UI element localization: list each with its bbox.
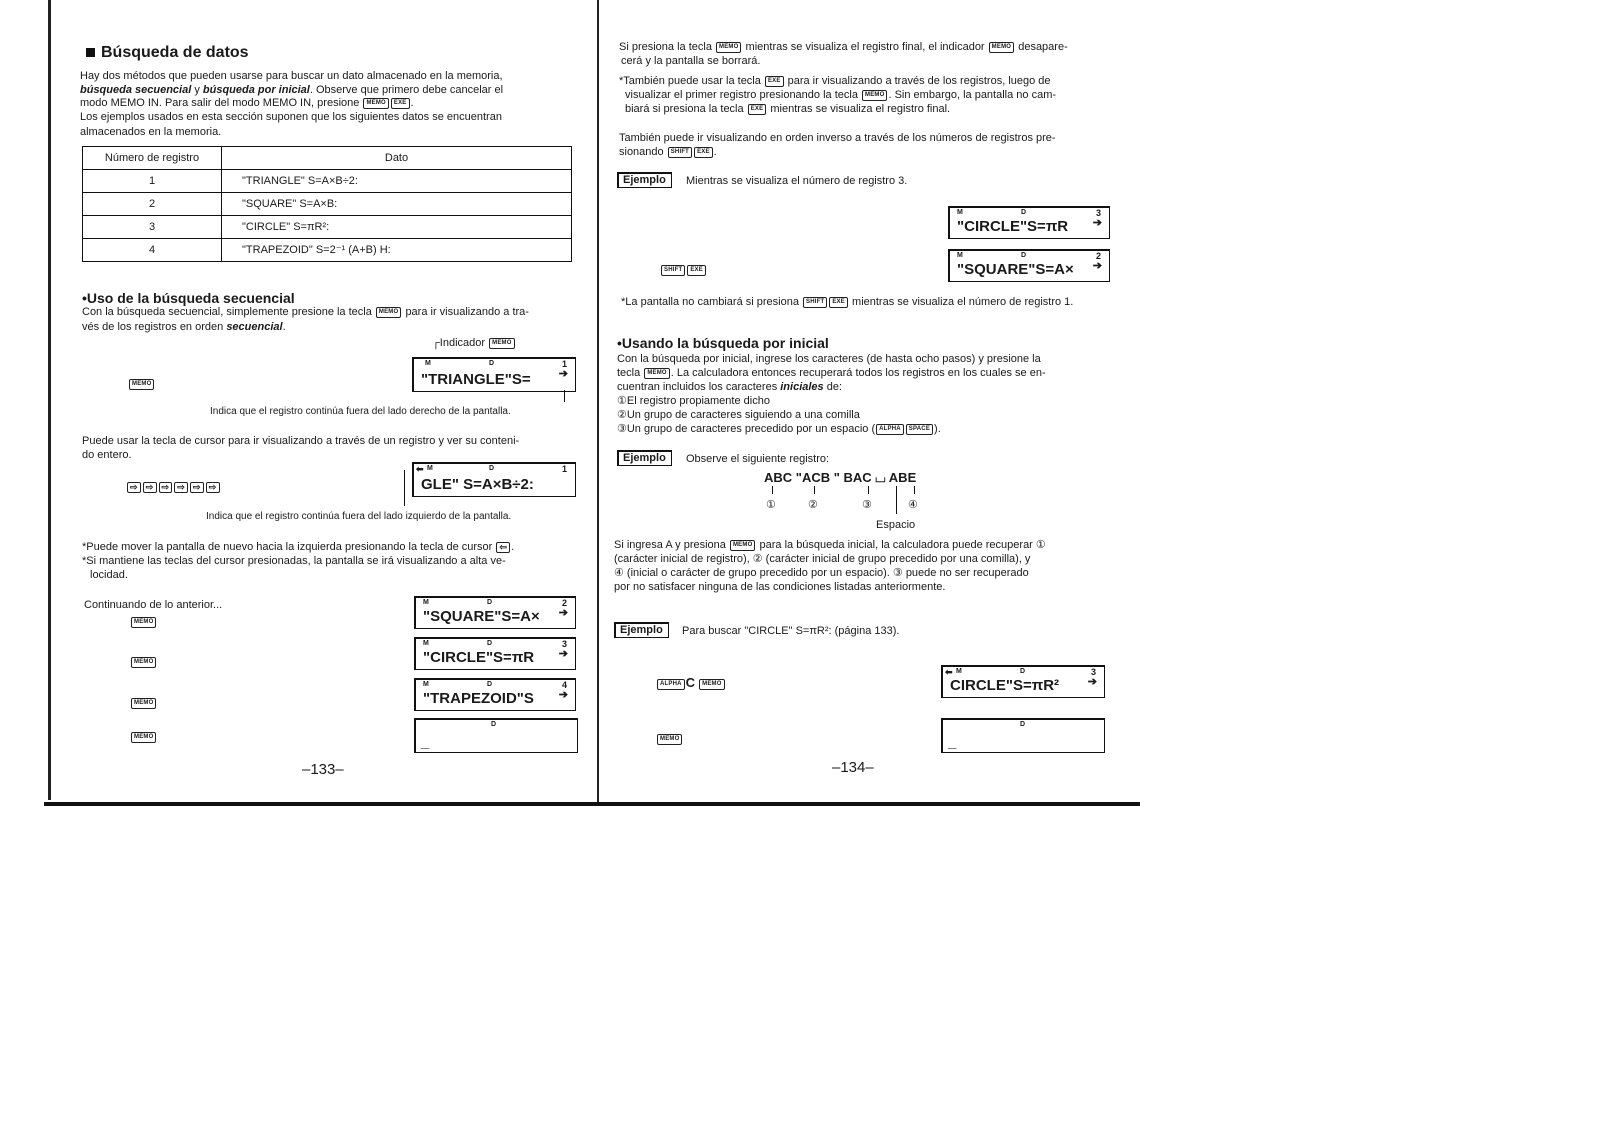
example-label: Ejemplo bbox=[614, 622, 669, 638]
right-line-2: cerá y la pantalla se borrará. bbox=[621, 55, 761, 67]
d-indicator: D bbox=[1020, 721, 1026, 728]
cursor-key-sequence bbox=[126, 480, 221, 494]
table-row bbox=[83, 216, 572, 239]
espacio-label: Espacio bbox=[876, 519, 916, 531]
table-row bbox=[83, 170, 572, 193]
header-record-number: Número de registro bbox=[83, 147, 222, 170]
lcd-text: "CIRCLE"S=πR bbox=[423, 649, 535, 666]
lcd-display-gle bbox=[412, 462, 576, 497]
memo-key: MEMO bbox=[131, 732, 156, 743]
lcd-display-square bbox=[948, 249, 1110, 282]
pointer-line bbox=[564, 390, 565, 402]
memo-indicator: M bbox=[423, 599, 429, 606]
exe-key: EXE bbox=[694, 147, 713, 158]
d-indicator: D bbox=[489, 465, 495, 472]
table-row bbox=[83, 239, 572, 262]
record-number-indicator: 3 bbox=[1095, 208, 1101, 218]
note-continues-right: Indica que el registro continúa fuera del lado derecho de la pantalla. bbox=[210, 406, 511, 417]
indicator-label: ┌Indicador MEMO bbox=[432, 336, 516, 350]
d-indicator: D bbox=[1020, 668, 1026, 675]
record-number-indicator: 4 bbox=[561, 680, 567, 690]
table-header-row bbox=[83, 147, 572, 170]
intro-line-5: almacenados en la memoria. bbox=[80, 126, 222, 138]
right-line-6: También puede ir visualizando en orden inverso a través de los números de registros pre- bbox=[619, 132, 1056, 144]
center-divider bbox=[597, 0, 599, 806]
space-marker-line bbox=[896, 486, 897, 514]
left-binding-edge bbox=[48, 0, 51, 800]
right-arrow-key: ⇨ bbox=[190, 482, 204, 493]
record-number-indicator: 3 bbox=[1090, 667, 1096, 677]
lcd-cursor: _ bbox=[421, 734, 430, 751]
right-line-3: *También puede usar la tecla EXE para ir visualizando a través de los registros, luego de bbox=[619, 75, 1051, 87]
cursor-line-2: do entero. bbox=[82, 449, 132, 461]
record-number: 4 bbox=[83, 239, 222, 262]
shift-key: SHIFT bbox=[668, 147, 692, 158]
lcd-display-empty bbox=[414, 718, 578, 753]
lcd-cursor: _ bbox=[948, 734, 957, 751]
tick-4 bbox=[914, 486, 915, 494]
example-3-text: Para buscar "CIRCLE" S=πR²: (página 133). bbox=[682, 625, 900, 637]
continuing-label: Continuando de lo anterior... bbox=[84, 599, 223, 611]
memo-key: MEMO bbox=[862, 90, 887, 101]
lcd-display-circle bbox=[414, 637, 576, 670]
memo-indicator: M bbox=[423, 681, 429, 688]
header-data: Dato bbox=[222, 147, 572, 170]
memo-key: MEMO bbox=[644, 368, 669, 379]
right-line-7: sionando SHIFT EXE . bbox=[619, 146, 717, 158]
right-line-5: biará si presiona la tecla EXE mientras se visualiza el registro final. bbox=[625, 103, 951, 115]
circled-2: ② bbox=[808, 499, 818, 511]
record-number: 2 bbox=[83, 193, 222, 216]
tick-3 bbox=[868, 486, 869, 494]
section-title: Búsqueda de datos bbox=[86, 44, 249, 62]
circled-1: ① bbox=[766, 499, 776, 511]
cursor-line-1: Puede usar la tecla de cursor para ir visualizando a través de un registro y ver su conteni- bbox=[82, 435, 520, 447]
memo-indicator: M bbox=[427, 465, 433, 472]
init-line-3: cuentran incluidos los caracteres iniciales de: bbox=[617, 381, 843, 393]
memo-key: MEMO bbox=[657, 734, 682, 745]
intro-line-2: búsqueda secuencial y búsqueda por inicial. Observe que primero debe cancelar el bbox=[80, 84, 504, 96]
d-indicator: D bbox=[1021, 252, 1027, 259]
shift-exe-key-sequence bbox=[660, 263, 707, 277]
memo-key: MEMO bbox=[131, 617, 156, 628]
record-number-indicator: 1 bbox=[561, 464, 567, 474]
continue-left-arrow-icon: ⬅ bbox=[416, 464, 424, 474]
intro-line-4: Los ejemplos usados en esta sección suponen que los siguientes datos se encuentran bbox=[80, 111, 502, 123]
exe-key: EXE bbox=[391, 98, 410, 109]
move-line-1: *Puede mover la pantalla de nuevo hacia la izquierda presionando la tecla de cursor ⇦ . bbox=[82, 541, 515, 553]
page-number: –133– bbox=[302, 761, 344, 778]
shift-key: SHIFT bbox=[661, 265, 685, 276]
bottom-edge bbox=[44, 802, 1140, 806]
right-line-1: Si presiona la tecla MEMO mientras se visualiza el registro final, el indicador MEMO desapare- bbox=[619, 41, 1068, 53]
alpha-c-memo-sequence bbox=[656, 676, 726, 691]
shift-key: SHIFT bbox=[803, 297, 827, 308]
note-continues-left: Indica que el registro continúa fuera del lado izquierdo de la pantalla. bbox=[206, 511, 512, 522]
memo-key: MEMO bbox=[129, 379, 154, 390]
example-2-text: Observe el siguiente registro: bbox=[686, 453, 830, 465]
square-bullet-icon bbox=[86, 48, 95, 57]
memo-key: MEMO bbox=[363, 98, 388, 109]
lcd-display-circle bbox=[948, 206, 1110, 239]
record-number-indicator: 2 bbox=[561, 598, 567, 608]
intro-line-1: Hay dos métodos que pueden usarse para buscar un dato almacenado en la memoria, bbox=[80, 70, 503, 82]
result-line-2: (carácter inicial de registro), ② (carácter inicial de grupo precedido por una comilla), y bbox=[614, 553, 1031, 565]
tick-1 bbox=[772, 486, 773, 494]
move-line-3: locidad. bbox=[90, 569, 128, 581]
d-indicator: D bbox=[487, 640, 493, 647]
record-example: ABC "ACB " BAC ⌴ ABE bbox=[764, 470, 917, 485]
memo-key: MEMO bbox=[489, 338, 514, 349]
record-number-indicator: 3 bbox=[561, 639, 567, 649]
exe-key: EXE bbox=[748, 104, 767, 115]
memo-indicator: M bbox=[423, 640, 429, 647]
lcd-display-square bbox=[414, 596, 576, 629]
lcd-text: "TRAPEZOID"S bbox=[423, 690, 534, 707]
memo-indicator: M bbox=[957, 209, 963, 216]
init-line-1: Con la búsqueda por inicial, ingrese los caracteres (de hasta ocho pasos) y presione la bbox=[617, 353, 1041, 365]
record-number-indicator: 2 bbox=[1095, 251, 1101, 261]
continue-right-arrow-icon: ➔ bbox=[558, 368, 568, 380]
lcd-text: CIRCLE"S=πR² bbox=[950, 677, 1060, 694]
right-arrow-key: ⇨ bbox=[127, 482, 141, 493]
right-line-4: visualizar el primer registro presionando la tecla MEMO . Sin embargo, la pantalla no cam- bbox=[625, 89, 1057, 101]
key-c: C bbox=[685, 675, 696, 690]
lcd-display-empty bbox=[941, 718, 1105, 753]
right-arrow-key: ⇨ bbox=[206, 482, 220, 493]
alpha-key: ALPHA bbox=[657, 679, 685, 690]
exe-key: EXE bbox=[687, 265, 706, 276]
init-line-2: tecla MEMO . La calculadora entonces recuperará todos los registros en los cuales se en- bbox=[617, 367, 1046, 379]
d-indicator: D bbox=[489, 360, 495, 367]
lcd-text: "SQUARE"S=A× bbox=[957, 261, 1074, 278]
lcd-text: "CIRCLE"S=πR bbox=[957, 218, 1069, 235]
lcd-text: "TRIANGLE"S= bbox=[421, 371, 531, 388]
table-row bbox=[83, 193, 572, 216]
right-arrow-key: ⇨ bbox=[174, 482, 188, 493]
record-data: "TRIANGLE" S=A×B÷2: bbox=[222, 170, 572, 193]
right-arrow-key: ⇨ bbox=[159, 482, 173, 493]
memo-key: MEMO bbox=[730, 540, 755, 551]
result-line-1: Si ingresa A y presiona MEMO para la búsqueda inicial, la calculadora puede recuperar ① bbox=[614, 539, 1046, 551]
memo-key: MEMO bbox=[131, 657, 156, 668]
init-line-4: ①El registro propiamente dicho bbox=[617, 395, 770, 407]
continue-left-arrow-icon: ⬅ bbox=[945, 667, 953, 677]
memo-indicator: M bbox=[957, 252, 963, 259]
record-number: 1 bbox=[83, 170, 222, 193]
init-line-5: ②Un grupo de caracteres siguiendo a una comilla bbox=[617, 409, 860, 421]
exe-key: EXE bbox=[765, 76, 784, 87]
exe-key: EXE bbox=[829, 297, 848, 308]
intro-line-3: modo MEMO IN. Para salir del modo MEMO IN, presione MEMO EXE . bbox=[80, 97, 414, 109]
lcd-text: GLE" S=A×B÷2: bbox=[421, 476, 534, 493]
seq-line-1: Con la búsqueda secuencial, simplemente presione la tecla MEMO para ir visualizando a tra- bbox=[82, 306, 529, 318]
space-key: SPACE bbox=[906, 424, 933, 435]
memo-key: MEMO bbox=[131, 698, 156, 709]
continue-right-arrow-icon: ➔ bbox=[1092, 260, 1102, 272]
initial-search-heading: •Usando la búsqueda por inicial bbox=[617, 335, 829, 351]
d-indicator: D bbox=[1021, 209, 1027, 216]
init-line-6: ③Un grupo de caracteres precedido por un espacio ( ALPHA SPACE ). bbox=[617, 423, 941, 435]
memo-key: MEMO bbox=[716, 42, 741, 53]
right-arrow-key: ⇨ bbox=[143, 482, 157, 493]
page-number: –134– bbox=[832, 759, 874, 776]
example-label: Ejemplo bbox=[617, 172, 672, 188]
memo-key: MEMO bbox=[989, 42, 1014, 53]
note-record-1: *La pantalla no cambiará si presiona SHIFT EXE mientras se visualiza el número de registro 1. bbox=[621, 296, 1074, 308]
memo-indicator: M bbox=[425, 360, 431, 367]
pointer-line bbox=[404, 470, 405, 506]
result-line-3: ④ (inicial o carácter de grupo precedido por un espacio). ③ puede no ser recuperado bbox=[614, 567, 1029, 579]
lcd-text: "SQUARE"S=A× bbox=[423, 608, 540, 625]
left-arrow-key: ⇦ bbox=[496, 542, 510, 553]
memory-data-table bbox=[82, 146, 572, 262]
alpha-key: ALPHA bbox=[876, 424, 904, 435]
d-indicator: D bbox=[487, 681, 493, 688]
record-data: "TRAPEZOID" S=2⁻¹ (A+B) H: bbox=[222, 239, 572, 262]
continue-right-arrow-icon: ➔ bbox=[558, 607, 568, 619]
example-label: Ejemplo bbox=[617, 450, 672, 466]
lcd-display-circle-r2 bbox=[941, 665, 1105, 698]
seq-line-2: vés de los registros en orden secuencial. bbox=[82, 321, 286, 333]
lcd-display-trapezoid bbox=[414, 678, 576, 711]
circled-3: ③ bbox=[862, 499, 872, 511]
record-data: "CIRCLE" S=πR²: bbox=[222, 216, 572, 239]
tick-2 bbox=[814, 486, 815, 494]
example-1-text: Mientras se visualiza el número de registro 3. bbox=[686, 175, 908, 187]
record-number: 3 bbox=[83, 216, 222, 239]
result-line-4: por no satisfacer ninguna de las condiciones listadas anteriormente. bbox=[614, 581, 946, 593]
continue-right-arrow-icon: ➔ bbox=[558, 689, 568, 701]
sequential-search-heading: •Uso de la búsqueda secuencial bbox=[82, 290, 295, 306]
memo-key: MEMO bbox=[376, 307, 401, 318]
d-indicator: D bbox=[491, 721, 497, 728]
memo-key: MEMO bbox=[699, 679, 724, 690]
memo-indicator: M bbox=[956, 668, 962, 675]
record-data: "SQUARE" S=A×B: bbox=[222, 193, 572, 216]
continue-right-arrow-icon: ➔ bbox=[1087, 676, 1097, 688]
continue-right-arrow-icon: ➔ bbox=[558, 648, 568, 660]
record-number-indicator: 1 bbox=[561, 359, 567, 369]
circled-4: ④ bbox=[908, 499, 918, 511]
lcd-display-triangle bbox=[412, 357, 576, 392]
continue-right-arrow-icon: ➔ bbox=[1092, 217, 1102, 229]
d-indicator: D bbox=[487, 599, 493, 606]
move-line-2: *Si mantiene las teclas del cursor presionadas, la pantalla se irá visualizando a alta ve- bbox=[82, 555, 506, 567]
